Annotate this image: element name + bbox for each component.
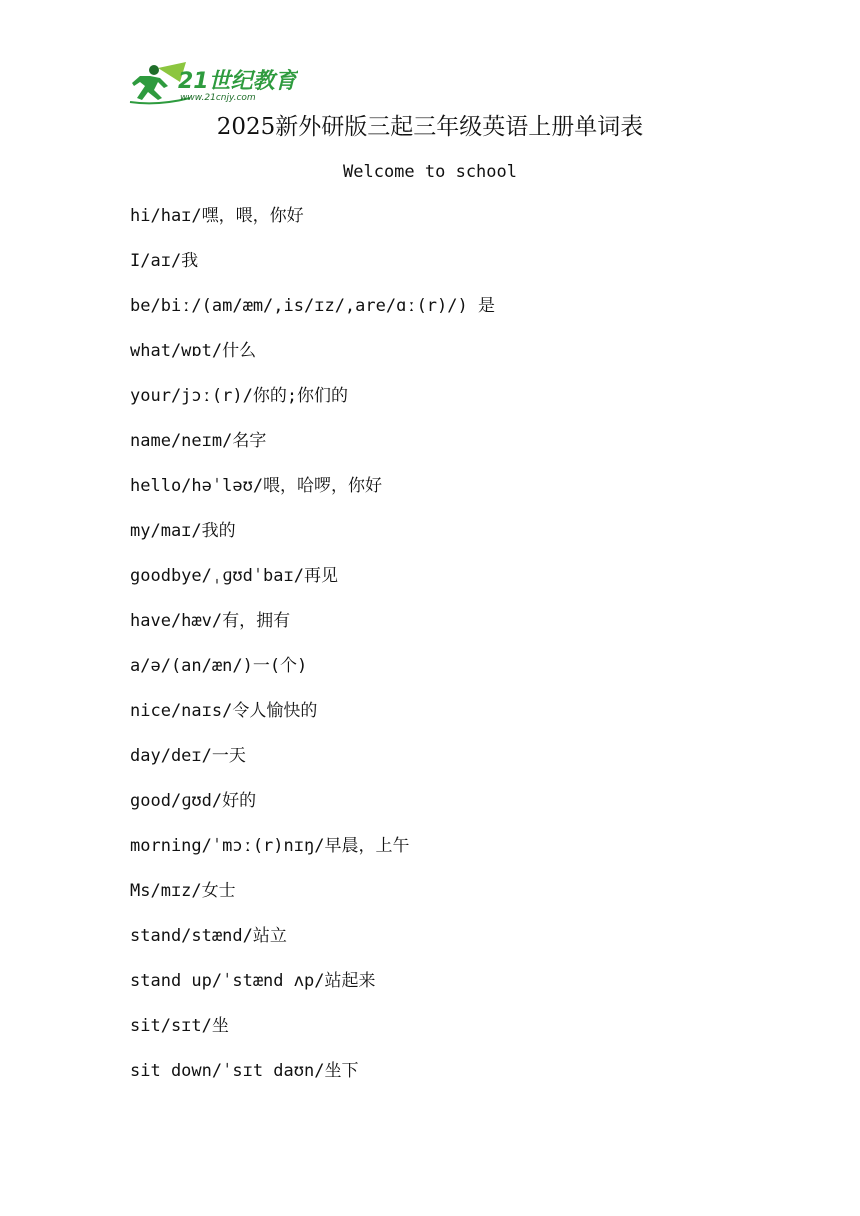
vocab-entry: a/ə/(an/æn/)一(个) bbox=[130, 656, 308, 676]
vocab-entry: sit/sɪt/坐 bbox=[130, 1016, 229, 1036]
vocab-entry: morning/ˈmɔː(r)nɪŋ/早晨，上午 bbox=[130, 836, 410, 856]
runner-logo-icon bbox=[128, 58, 298, 106]
vocab-entry: what/wɒt/什么 bbox=[130, 341, 257, 361]
section-title: Welcome to school bbox=[343, 162, 517, 182]
vocab-entry: my/maɪ/我的 bbox=[130, 521, 236, 541]
vocab-entry: hello/həˈləʊ/喂，哈啰，你好 bbox=[130, 476, 383, 496]
vocab-entry: goodbye/ˌɡʊdˈbaɪ/再见 bbox=[130, 566, 338, 586]
vocab-entry: name/neɪm/名字 bbox=[130, 431, 267, 451]
vocab-entry: day/deɪ/一天 bbox=[130, 746, 246, 766]
vocab-entry: sit down/ˈsɪt daʊn/坐下 bbox=[130, 1061, 359, 1081]
logo-url: www.21cnjy.com bbox=[180, 93, 256, 103]
vocabulary-list bbox=[130, 204, 495, 1104]
vocab-entry: stand/stænd/站立 bbox=[130, 926, 287, 946]
vocab-entry: good/ɡʊd/好的 bbox=[130, 791, 257, 811]
vocab-entry: be/biː/(am/æm/,is/ɪz/,are/ɑː(r)/) 是 bbox=[130, 296, 495, 316]
vocab-entry: I/aɪ/我 bbox=[130, 251, 199, 271]
vocab-entry: have/hæv/有，拥有 bbox=[130, 611, 291, 631]
logo-wordmark: 21世纪教育 bbox=[178, 69, 297, 94]
vocab-entry: hi/haɪ/嘿，喂，你好 bbox=[130, 206, 304, 226]
document-title: 2025新外研版三起三年级英语上册单词表 bbox=[216, 114, 644, 140]
brand-logo bbox=[128, 58, 298, 106]
vocab-entry: stand up/ˈstænd ʌp/站起来 bbox=[130, 971, 376, 991]
vocab-entry: Ms/mɪz/女士 bbox=[130, 881, 236, 901]
vocab-entry: nice/naɪs/令人愉快的 bbox=[130, 701, 318, 721]
vocab-entry: your/jɔː(r)/你的;你们的 bbox=[130, 386, 349, 406]
